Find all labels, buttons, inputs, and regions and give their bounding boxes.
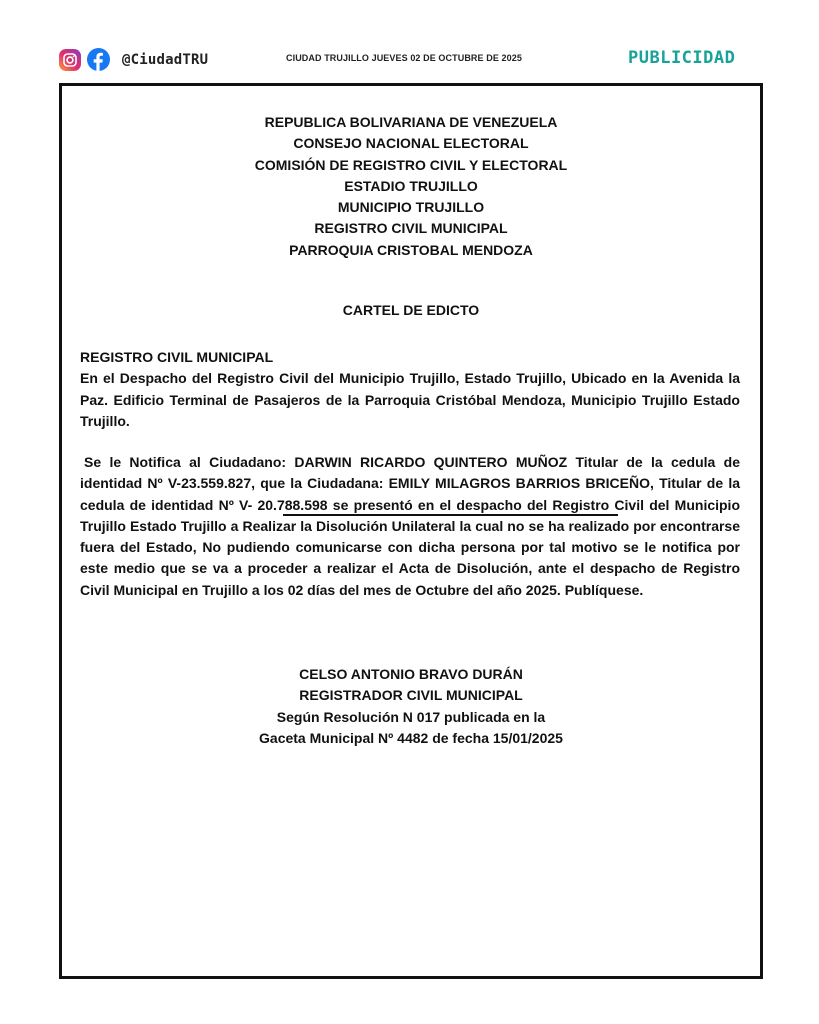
facebook-icon[interactable]	[87, 48, 110, 71]
signatory-gazette: Gaceta Municipal Nº 4482 de fecha 15/01/2025	[259, 729, 563, 746]
handwritten-underline	[283, 514, 618, 516]
header-line: REPUBLICA BOLIVARIANA DE VENEZUELA	[264, 114, 558, 130]
edict-box	[59, 83, 763, 979]
social-links	[59, 48, 208, 71]
paragraph-body: En el Despacho del Registro Civil del Municipio Trujillo, Estado Trujillo, Ubicado en la Avenida la Paz. Edificio Terminal de Pasajeros de la Parroquia Cristóbal Mendoza, Municipio Trujillo Estado Trujillo.	[80, 370, 740, 429]
header-line: ESTADIO TRUJILLO	[344, 177, 478, 194]
paragraph-location	[80, 347, 740, 432]
social-handle[interactable]: @CiudadTRU	[122, 51, 209, 68]
paragraph-label: REGISTRO CIVIL MUNICIPAL	[80, 349, 274, 365]
section-label: PUBLICIDAD	[628, 48, 736, 68]
top-bar	[0, 0, 819, 80]
header-line: COMISIÓN DE REGISTRO CIVIL Y ELECTORAL	[254, 156, 568, 173]
header-line: MUNICIPIO TRUJILLO	[337, 199, 485, 216]
signatory-name: CELSO ANTONIO BRAVO DURÁN	[299, 666, 523, 682]
header-line: CONSEJO NACIONAL ELECTORAL	[293, 135, 529, 152]
instagram-icon[interactable]	[59, 49, 81, 71]
signatory-resolution: Según Resolución N 017 publicada en la	[276, 708, 546, 725]
dateline: CIUDAD TRUJILLO JUEVES 02 DE OCTUBRE DE 2025	[286, 53, 522, 63]
paragraph-notification: Se le Notifica al Ciudadano: DARWIN RICARDO QUINTERO MUÑOZ Titular de la cedula de identidad Nº V-23.559.827, que la Ciudadana: EMILY MILAGROS BARRIOS BRICEÑO, Titular de la cedula de identidad Nº V- 20.788.598 se presentó en el despacho del Registro Civil del Municipio Trujillo Estado Trujillo a Realizar la Disolución Unilateral la cual no se ha realizado por encontrarse fuera del Estado, No pudiendo comunicarse con dicha persona por tal motivo se le notifica por este medio que se va a proceder a realizar el Acta de Disolución, ante el despacho de Registro Civil Municipal en Trujillo a los 02 días del mes de Octubre del año 2025. Publíquese.	[80, 454, 740, 598]
edict-title: CARTEL DE EDICTO	[342, 302, 480, 318]
header-line: REGISTRO CIVIL MUNICIPAL	[314, 220, 508, 237]
header-line: PARROQUIA CRISTOBAL MENDOZA	[289, 241, 533, 258]
signature-block	[62, 664, 760, 749]
institution-header	[62, 112, 760, 261]
signatory-title: REGISTRADOR CIVIL MUNICIPAL	[299, 687, 523, 704]
